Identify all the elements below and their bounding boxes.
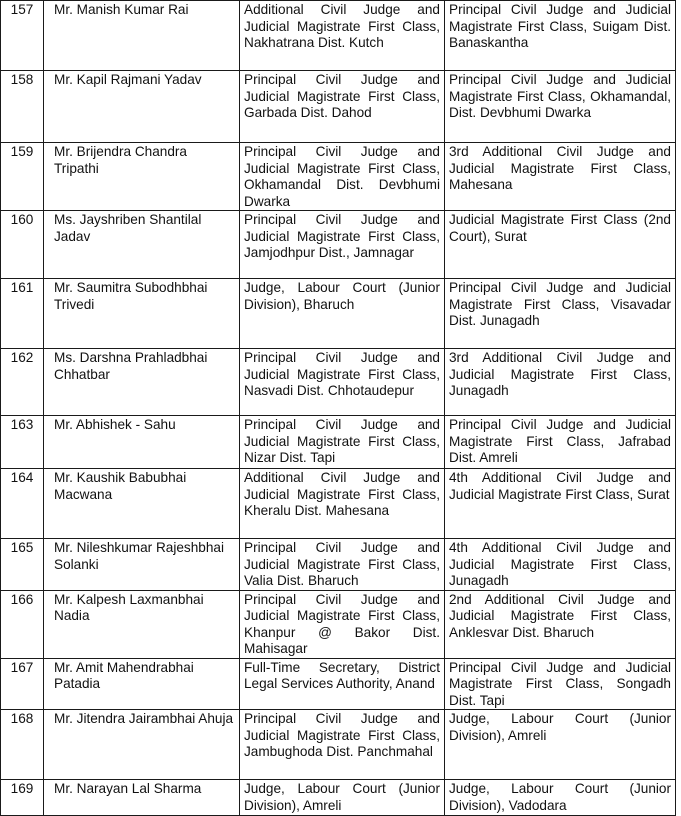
table-row — [1, 416, 676, 469]
serial-number: 166 — [1, 590, 44, 658]
officer-name: Mr. Narayan Lal Sharma — [44, 780, 240, 816]
officer-name: Mr. Amit Mahendrabhai Patadia — [44, 658, 240, 710]
current-posting: Principal Civil Judge and Judicial Magistrate First Class, Jamjodhpur Dist., Jamnagar — [240, 211, 445, 279]
officer-name: Mr. Kalpesh Laxmanbhai Nadia — [44, 590, 240, 658]
new-posting: Principal Civil Judge and Judicial Magistrate First Class, Songadh Dist. Tapi — [445, 658, 676, 710]
officer-name: Mr. Abhishek - Sahu — [44, 416, 240, 469]
current-posting: Principal Civil Judge and Judicial Magistrate First Class, Valia Dist. Bharuch — [240, 539, 445, 591]
new-posting: 2nd Additional Civil Judge and Judicial Magistrate First Class, Anklesvar Dist. Bharuch — [445, 590, 676, 658]
new-posting: 3rd Additional Civil Judge and Judicial Magistrate First Class, Junagadh — [445, 349, 676, 416]
serial-number: 158 — [1, 71, 44, 143]
current-posting: Principal Civil Judge and Judicial Magistrate First Class, Jambughoda Dist. Panchmahal — [240, 710, 445, 780]
serial-number: 160 — [1, 211, 44, 279]
new-posting: Judge, Labour Court (Junior Division), Amreli — [445, 710, 676, 780]
officer-name: Ms. Jayshriben Shantilal Jadav — [44, 211, 240, 279]
new-posting: Principal Civil Judge and Judicial Magistrate First Class, Okhamandal, Dist. Devbhumi Dwarka — [445, 71, 676, 143]
current-posting: Principal Civil Judge and Judicial Magistrate First Class, Nizar Dist. Tapi — [240, 416, 445, 469]
serial-number: 169 — [1, 780, 44, 816]
table-row — [1, 780, 676, 816]
table-row — [1, 658, 676, 710]
officer-name: Mr. Kapil Rajmani Yadav — [44, 71, 240, 143]
serial-number: 164 — [1, 469, 44, 539]
table-row — [1, 211, 676, 279]
current-posting: Additional Civil Judge and Judicial Magistrate First Class, Nakhatrana Dist. Kutch — [240, 1, 445, 71]
new-posting: 4th Additional Civil Judge and Judicial Magistrate First Class, Surat — [445, 469, 676, 539]
table-row — [1, 590, 676, 658]
officer-name: Ms. Darshna Prahladbhai Chhatbar — [44, 349, 240, 416]
current-posting: Judge, Labour Court (Junior Division), Bharuch — [240, 279, 445, 349]
current-posting: Principal Civil Judge and Judicial Magistrate First Class, Garbada Dist. Dahod — [240, 71, 445, 143]
table-row — [1, 279, 676, 349]
new-posting: Judicial Magistrate First Class (2nd Court), Surat — [445, 211, 676, 279]
officer-name: Mr. Nileshkumar Rajeshbhai Solanki — [44, 539, 240, 591]
serial-number: 163 — [1, 416, 44, 469]
officer-name: Mr. Kaushik Babubhai Macwana — [44, 469, 240, 539]
current-posting: Principal Civil Judge and Judicial Magistrate First Class, Nasvadi Dist. Chhotaudepur — [240, 349, 445, 416]
serial-number: 162 — [1, 349, 44, 416]
new-posting: 4th Additional Civil Judge and Judicial Magistrate First Class, Junagadh — [445, 539, 676, 591]
table-row — [1, 143, 676, 211]
serial-number: 159 — [1, 143, 44, 211]
current-posting: Principal Civil Judge and Judicial Magistrate First Class, Khanpur @ Bakor Dist. Mahisagar — [240, 590, 445, 658]
table-row — [1, 349, 676, 416]
officer-name: Mr. Saumitra Subodhbhai Trivedi — [44, 279, 240, 349]
serial-number: 161 — [1, 279, 44, 349]
current-posting: Principal Civil Judge and Judicial Magistrate First Class, Okhamandal Dist. Devbhumi Dwarka — [240, 143, 445, 211]
new-posting: Principal Civil Judge and Judicial Magistrate First Class, Suigam Dist. Banaskantha — [445, 1, 676, 71]
table-row — [1, 469, 676, 539]
new-posting: Principal Civil Judge and Judicial Magistrate First Class, Visavadar Dist. Junagadh — [445, 279, 676, 349]
officer-name: Mr. Jitendra Jairambhai Ahuja — [44, 710, 240, 780]
current-posting: Judge, Labour Court (Junior Division), Amreli — [240, 780, 445, 816]
serial-number: 167 — [1, 658, 44, 710]
table-row — [1, 1, 676, 71]
current-posting: Additional Civil Judge and Judicial Magistrate First Class, Kheralu Dist. Mahesana — [240, 469, 445, 539]
new-posting: 3rd Additional Civil Judge and Judicial Magistrate First Class, Mahesana — [445, 143, 676, 211]
new-posting: Judge, Labour Court (Junior Division), Vadodara — [445, 780, 676, 816]
serial-number: 157 — [1, 1, 44, 71]
officer-name: Mr. Brijendra Chandra Tripathi — [44, 143, 240, 211]
serial-number: 168 — [1, 710, 44, 780]
table-row — [1, 539, 676, 591]
serial-number: 165 — [1, 539, 44, 591]
officer-name: Mr. Manish Kumar Rai — [44, 1, 240, 71]
current-posting: Full-Time Secretary, District Legal Services Authority, Anand — [240, 658, 445, 710]
new-posting: Principal Civil Judge and Judicial Magistrate First Class, Jafrabad Dist. Amreli — [445, 416, 676, 469]
table-row — [1, 71, 676, 143]
table-row — [1, 710, 676, 780]
